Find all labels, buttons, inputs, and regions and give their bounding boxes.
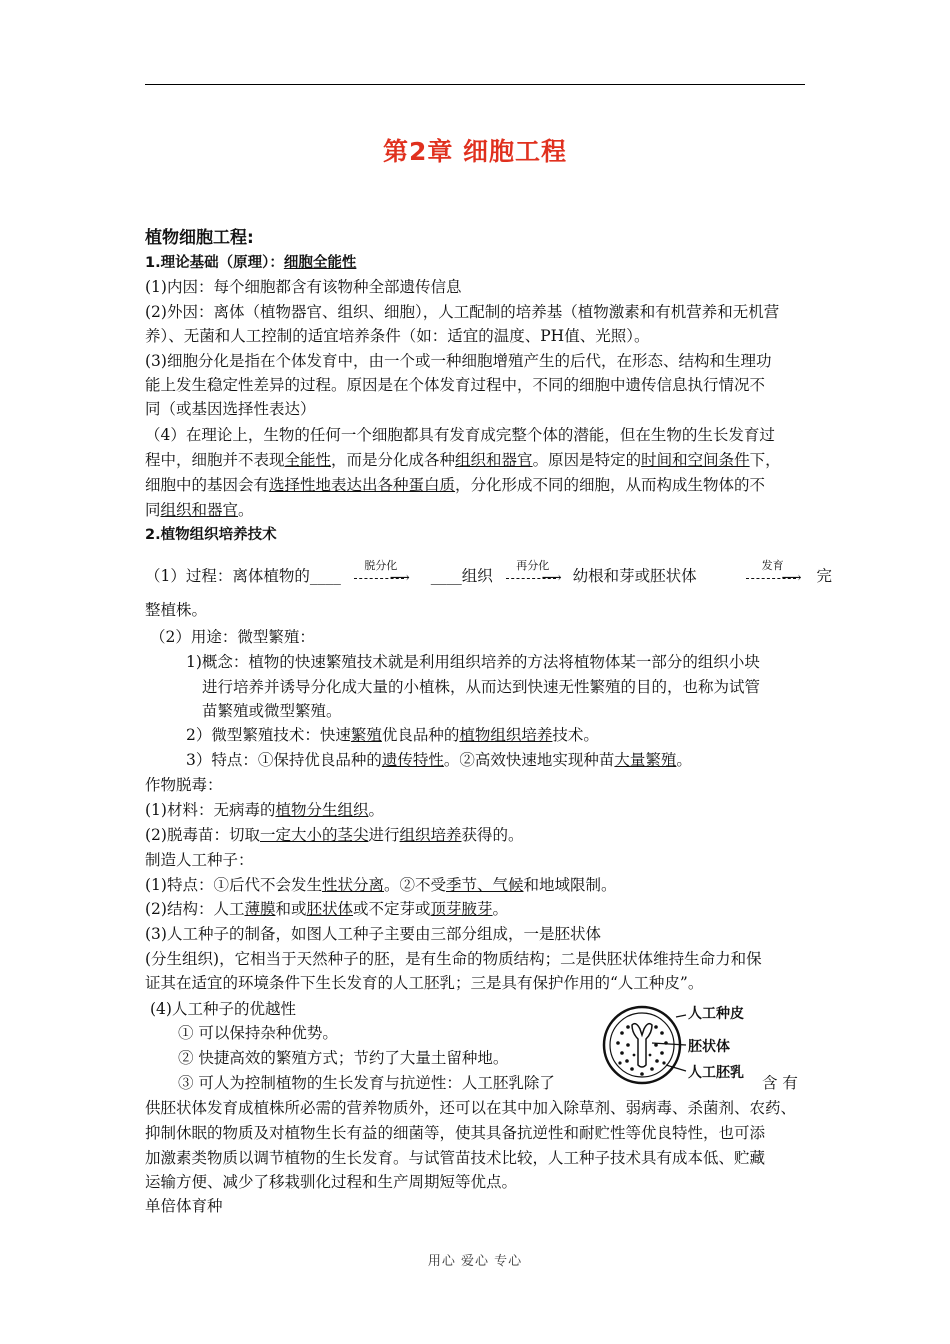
page-footer: 用心 爱心 专心 [427, 1254, 523, 1269]
use-line: 进行培养并诱导分化成大量的小植株，从而达到快速无性繁殖的目的，也称为试管 [202, 678, 761, 696]
s1-line: 同组织和器官。 [145, 501, 254, 519]
seed-adv-item-tail: 含 有 [762, 1074, 798, 1092]
haploid-heading: 单倍体育种 [145, 1197, 223, 1215]
seed-line: (1)特点：①后代不会发生性状分离。②不受季节、气候和地域限制。 [145, 876, 617, 894]
seed-line: 抑制休眠的物质及对植物生长有益的细菌等，使其具备抗逆性和耐贮性等优良特性，也可添 [145, 1124, 766, 1142]
seed-line: (2)结构：人工薄膜和或胚状体或不定芽或顶芽腋芽。 [145, 900, 509, 918]
seed-line: (分生组织)，它相当于天然种子的胚，是有生命的物质结构；二是供胚状体维持生命力和保 [145, 950, 762, 968]
s2-heading: 2.植物组织培养技术 [145, 527, 277, 543]
use-line: 1)概念：植物的快速繁殖技术就是利用组织培养的方法将植物体某一部分的组织小块 [186, 653, 760, 671]
use-line: 3）特点：①保持优良品种的遗传特性。②高效快速地实现种苗大量繁殖。 [186, 751, 692, 769]
seed-illustration [600, 1003, 690, 1085]
chapter-title: 第2章 细胞工程 [382, 137, 568, 166]
seed-line: 证其在适宜的环境条件下生长发育的人工胚乳；三是具有保护作用的“人工种皮”。 [145, 974, 704, 992]
seed-line: 运输方便、减少了移栽驯化过程和生产周期短等优点。 [145, 1173, 518, 1191]
arrow-redifferentiation: 再分化 ⟶ [502, 566, 564, 586]
use-line: 2）微型繁殖技术：快速繁殖优良品种的植物组织培养技术。 [186, 726, 599, 744]
seed-line: 加激素类物质以调节植物的生长发育。与试管苗技术比较，人工种子技术具有成本低、贮藏 [145, 1149, 766, 1167]
s1-line: 细胞中的基因会有选择性地表达出各种蛋白质，分化形成不同的细胞，从而构成生物体的不 [145, 476, 766, 494]
s1-line: 程中，细胞并不表现全能性，而是分化成各种组织和器官。原因是特定的时间和空间条件下， [145, 451, 781, 469]
use-line: 苗繁殖或微型繁殖。 [202, 702, 342, 720]
process-line-end: 整植株。 [145, 601, 208, 619]
label-embryoid: 胚状体 [688, 1039, 730, 1055]
header-rule [145, 84, 805, 85]
seed-adv-heading: (4)人工种子的优越性 [150, 1000, 296, 1018]
process-line: （1）过程：离体植物的____ 脱分化 ⟶ ____组织 再分化 ⟶ 幼根和芽或胚状体 发育 ⟶ 完 [145, 559, 833, 586]
s1-line: (3)细胞分化是指在个体发育中，由一个或一种细胞增殖产生的后代，在形态、结构和生理功 [145, 352, 772, 370]
seed-adv-item: ② 快捷高效的繁殖方式；节约了大量土留种地。 [178, 1049, 509, 1067]
use-heading: （2）用途：微型繁殖： [150, 628, 315, 646]
arrow-development: 发育 ⟶ [742, 566, 804, 586]
artificial-seed-diagram [600, 1003, 770, 1085]
section-heading: 植物细胞工程: [145, 228, 254, 248]
seed-adv-item: ③ 可人为控制植物的生长发育与抗逆性：人工胚乳除了 [178, 1074, 555, 1092]
s1-line: 能上发生稳定性差异的过程。原因是在个体发育过程中，不同的细胞中遗传信息执行情况不 [145, 376, 766, 394]
arrow-dedifferentiation: 脱分化 ⟶ [350, 566, 412, 586]
s1-line: 养）、无菌和人工控制的适宜培养条件（如：适宜的温度、PH值、光照）。 [145, 327, 650, 345]
label-endosperm: 人工胚乳 [688, 1065, 744, 1081]
detox-heading: 作物脱毒： [145, 776, 223, 794]
seed-line: (3)人工种子的制备，如图人工种子主要由三部分组成，一是胚状体 [145, 925, 601, 943]
s1-line: （4）在理论上，生物的任何一个细胞都具有发育成完整个体的潜能，但在生物的生长发育过 [145, 426, 775, 444]
seed-adv-item: ① 可以保持杂种优势。 [178, 1024, 338, 1042]
seed-line: 供胚状体发育成植株所必需的营养物质外，还可以在其中加入除草剂、弱病毒、杀菌剂、农药、 [145, 1099, 797, 1117]
s1-line: 同（或基因选择性表达） [145, 400, 316, 418]
s1-line: (2)外因：离体（植物器官、组织、细胞），人工配制的培养基（植物激素和有机营养和无机营 [145, 303, 780, 321]
detox-line: (2)脱毒苗：切取一定大小的茎尖进行组织培养获得的。 [145, 826, 524, 844]
s1-line: (1)内因：每个细胞都含有该物种全部遗传信息 [145, 278, 462, 296]
seed-heading: 制造人工种子： [145, 851, 254, 869]
s1-heading: 1.理论基础（原理）：细胞全能性 [145, 255, 357, 271]
label-seed-coat: 人工种皮 [688, 1006, 744, 1022]
detox-line: (1)材料：无病毒的植物分生组织。 [145, 801, 384, 819]
